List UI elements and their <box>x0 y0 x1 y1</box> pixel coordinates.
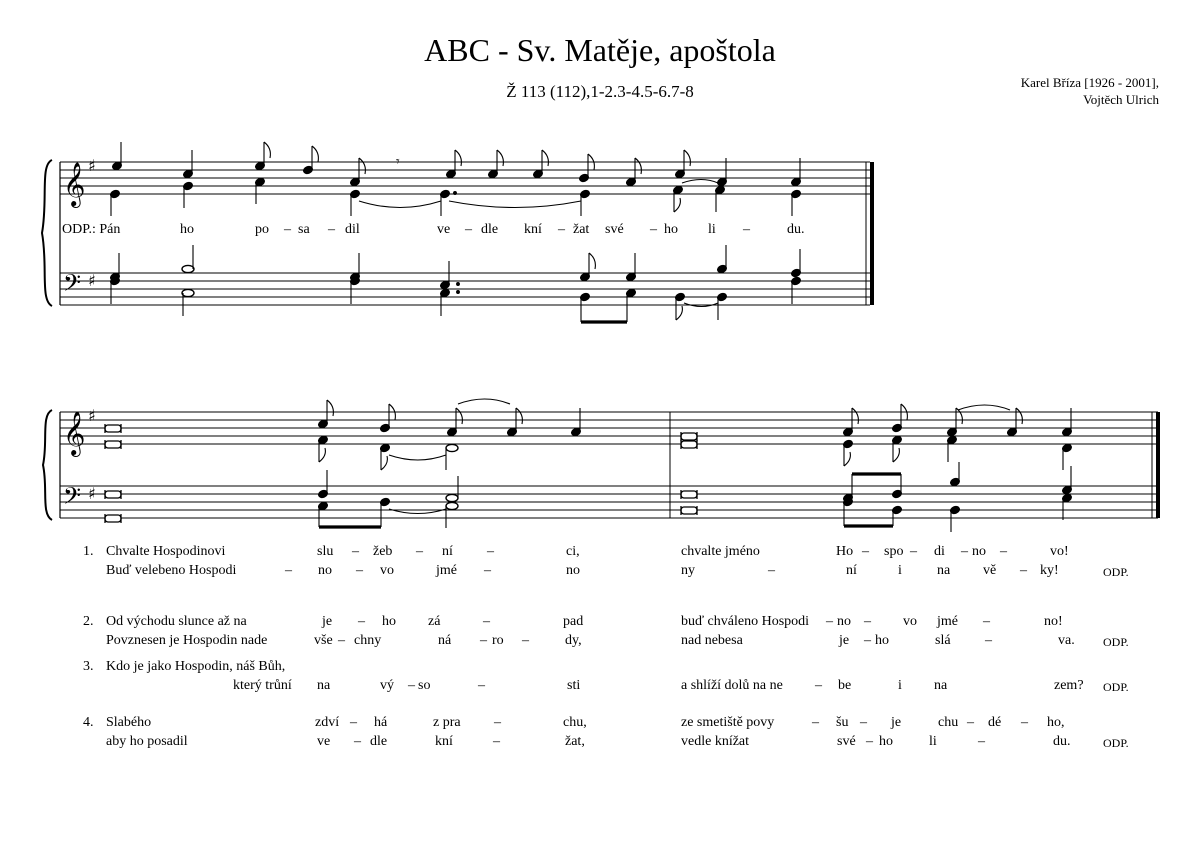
treble-lower-voice <box>109 177 801 216</box>
lyric-hyphen: – <box>910 544 917 559</box>
verse-text: ky! <box>1040 563 1059 578</box>
verse-text: no <box>837 614 851 629</box>
verse-text: dle <box>370 734 388 749</box>
verse-text: chu, <box>563 715 587 730</box>
lyric-hyphen: – <box>815 678 822 693</box>
verse-text: ny <box>681 563 695 578</box>
lyric-hyphen: – <box>478 678 485 693</box>
treble-clef-icon: 𝄞 <box>63 411 86 455</box>
lyric-syllable: ho <box>664 222 678 237</box>
verse-text: je <box>891 715 902 730</box>
key-signature-sharp-icon: ♯ <box>88 484 96 503</box>
verse-text: ho <box>382 614 396 629</box>
lyric-hyphen: – <box>983 614 990 629</box>
verse-text: zdví <box>315 715 340 730</box>
lyric-syllable: dil <box>345 222 360 237</box>
verse-text: a shlíží dolů na ne <box>681 678 783 693</box>
lyric-syllable: ho <box>180 222 194 237</box>
lyric-hyphen: – <box>961 544 968 559</box>
bass-staff-1 <box>60 273 870 305</box>
verse-text: no <box>972 544 986 559</box>
lyric-hyphen: – <box>356 563 363 578</box>
verse-text: je <box>839 633 850 648</box>
lyric-hyphen: – <box>416 544 423 559</box>
verse-text: spo <box>884 544 904 559</box>
verse-text: ní <box>846 563 857 578</box>
verse-text: slá <box>935 633 951 648</box>
lyric-hyphen: – <box>328 222 335 237</box>
lyric-hyphen: – <box>494 715 501 730</box>
verse-text: vý <box>380 678 394 693</box>
verse-text: be <box>838 678 852 693</box>
lyric-hyphen: – <box>768 563 775 578</box>
verse-text: žeb <box>373 544 393 559</box>
verse-text: ve <box>317 734 331 749</box>
brace <box>42 160 52 306</box>
composer-line: Vojtěch Ulrich <box>1083 92 1159 107</box>
lyric-hyphen: – <box>1000 544 1007 559</box>
verse-text: ná <box>438 633 452 648</box>
lyric-hyphen: – <box>985 633 992 648</box>
verse-text: vo! <box>1050 544 1069 559</box>
verse-text: žat, <box>565 734 585 749</box>
lyric-syllable: du. <box>787 222 805 237</box>
verse-text: vo <box>903 614 917 629</box>
verse-text: ze smetiště povy <box>681 715 775 730</box>
verse-text: di <box>934 544 945 559</box>
lyric-hyphen: – <box>1021 715 1028 730</box>
verse-text: no! <box>1044 614 1063 629</box>
verse-text: Slabého <box>106 715 152 730</box>
bass-lower-voice <box>109 276 801 322</box>
verse-text: no <box>566 563 580 578</box>
lyric-hyphen: – <box>284 222 291 237</box>
verse-text: no <box>318 563 332 578</box>
lyric-hyphen: – <box>650 222 657 237</box>
psalm-reference: Ž 113 (112),1-2.3-4.5-6.7-8 <box>506 82 694 101</box>
measure-1-notes <box>317 399 581 528</box>
verse-text: dy, <box>565 633 582 648</box>
lyric-hyphen: – <box>978 734 985 749</box>
verse-text: so <box>418 678 431 693</box>
lyric-hyphen: – <box>483 614 490 629</box>
verse-text: šu <box>836 715 849 730</box>
lyric-hyphen: – <box>826 614 833 629</box>
verse-text: nad nebesa <box>681 633 743 648</box>
verse-number: 2. <box>83 614 94 629</box>
lyric-hyphen: – <box>864 614 871 629</box>
verse-number: 1. <box>83 544 94 559</box>
psalm-verses <box>83 544 1129 750</box>
system-2 <box>43 399 1158 532</box>
verse-text: Kdo je jako Hospodin, náš Bůh, <box>106 659 286 674</box>
lyric-syllable: kní <box>524 222 542 237</box>
lyric-hyphen: – <box>354 734 361 749</box>
verse-text: i <box>898 678 902 693</box>
verse-text: ho, <box>1047 715 1065 730</box>
verse-text: Povznesen je Hospodin nade <box>106 633 268 648</box>
verse-text: jmé <box>436 563 457 578</box>
bass-staff-2 <box>60 486 1158 518</box>
response-cue: ODP. <box>1103 635 1129 649</box>
verse-text: ní <box>442 544 453 559</box>
treble-staff-1 <box>60 162 870 194</box>
lyric-hyphen: – <box>408 678 415 693</box>
response-cue: ODP. <box>1103 565 1129 579</box>
lyric-hyphen: – <box>352 544 359 559</box>
key-signature-sharp-icon: ♯ <box>88 406 96 425</box>
lyric-hyphen: – <box>338 633 345 648</box>
verse-text: vedle knížat <box>681 734 750 749</box>
lyric-hyphen: – <box>484 563 491 578</box>
lyric-syllable: ODP.: Pán <box>62 222 121 237</box>
lyric-syllable: po <box>255 222 269 237</box>
verse-text: Chvalte Hospodinovi <box>106 544 226 559</box>
verse-text: slu <box>317 544 334 559</box>
verse-text: jmé <box>937 614 958 629</box>
verse-text: zem? <box>1054 678 1084 693</box>
verse-text: na <box>934 678 948 693</box>
lyric-hyphen: – <box>812 715 819 730</box>
lyric-hyphen: – <box>522 633 529 648</box>
lyric-hyphen: – <box>864 633 871 648</box>
verse-text: na <box>937 563 951 578</box>
bass-upper-voice <box>109 245 801 290</box>
lyric-hyphen: – <box>558 222 565 237</box>
lyric-hyphen: – <box>862 544 869 559</box>
verse-text: kní <box>435 734 453 749</box>
key-signature-sharp-icon: ♯ <box>88 271 96 290</box>
verse-text: du. <box>1053 734 1071 749</box>
verse-number: 3. <box>83 659 94 674</box>
verse-text: Buď velebeno Hospodi <box>106 563 237 578</box>
lyric-hyphen: – <box>860 715 867 730</box>
response-cue: ODP. <box>1103 736 1129 750</box>
verse-text: i <box>898 563 902 578</box>
lyric-syllable: své <box>605 222 624 237</box>
verse-text: ho <box>879 734 893 749</box>
verse-text: vě <box>983 563 997 578</box>
lyric-hyphen: – <box>866 734 873 749</box>
verse-text: li <box>929 734 937 749</box>
lyric-syllable: li <box>708 222 716 237</box>
bass-clef-icon: 𝄢 <box>63 482 82 515</box>
treble-staff-2 <box>60 412 1158 444</box>
response-lyrics <box>62 222 805 237</box>
verse-text: který trůní <box>233 678 292 693</box>
verse-text: dé <box>988 715 1002 730</box>
verse-text: vše <box>314 633 333 648</box>
verse-text: Od východu slunce až na <box>106 614 247 629</box>
lyric-hyphen: – <box>465 222 472 237</box>
composer-line: Karel Bříza [1926 - 2001], <box>1020 75 1159 90</box>
lyric-syllable: žat <box>573 222 590 237</box>
breve-chords <box>105 424 697 523</box>
verse-text: pad <box>563 614 584 629</box>
key-signature-sharp-icon: ♯ <box>88 156 96 175</box>
verse-text: je <box>322 614 333 629</box>
treble-clef-icon: 𝄞 <box>63 162 86 206</box>
verse-text: Ho <box>836 544 854 559</box>
verse-text: chny <box>354 633 382 648</box>
verse-text: chvalte jméno <box>681 544 760 559</box>
lyric-syllable: dle <box>481 222 499 237</box>
verse-text: va. <box>1058 633 1075 648</box>
verse-text: vo <box>380 563 394 578</box>
verse-text: ro <box>492 633 504 648</box>
lyric-hyphen: – <box>285 563 292 578</box>
verse-text: ho <box>875 633 889 648</box>
lyric-hyphen: – <box>350 715 357 730</box>
lyric-hyphen: – <box>967 715 974 730</box>
verse-text: buď chváleno Hospodi <box>681 614 810 629</box>
lyric-hyphen: – <box>1020 563 1027 578</box>
lyric-hyphen: – <box>480 633 487 648</box>
bass-clef-icon: 𝄢 <box>63 269 82 302</box>
lyric-syllable: sa <box>298 222 310 237</box>
measure-2-notes <box>842 404 1072 532</box>
lyric-hyphen: – <box>487 544 494 559</box>
verse-text: z pra <box>433 715 461 730</box>
verse-text: na <box>317 678 331 693</box>
brace <box>43 410 52 520</box>
lyric-hyphen: – <box>743 222 750 237</box>
verse-text: své <box>837 734 856 749</box>
lyric-hyphen: – <box>358 614 365 629</box>
svg-text:𝄾: 𝄾 <box>396 155 400 170</box>
lyric-hyphen: – <box>493 734 500 749</box>
verse-text: zá <box>428 614 441 629</box>
page-title: ABC - Sv. Matěje, apoštola <box>424 32 776 68</box>
verse-text: aby ho posadil <box>106 734 188 749</box>
verse-text: chu <box>938 715 959 730</box>
verse-text: ci, <box>566 544 580 559</box>
verse-text: há <box>374 715 388 730</box>
lyric-syllable: ve <box>437 222 451 237</box>
response-cue: ODP. <box>1103 680 1129 694</box>
verse-number: 4. <box>83 715 94 730</box>
verse-text: sti <box>567 678 581 693</box>
